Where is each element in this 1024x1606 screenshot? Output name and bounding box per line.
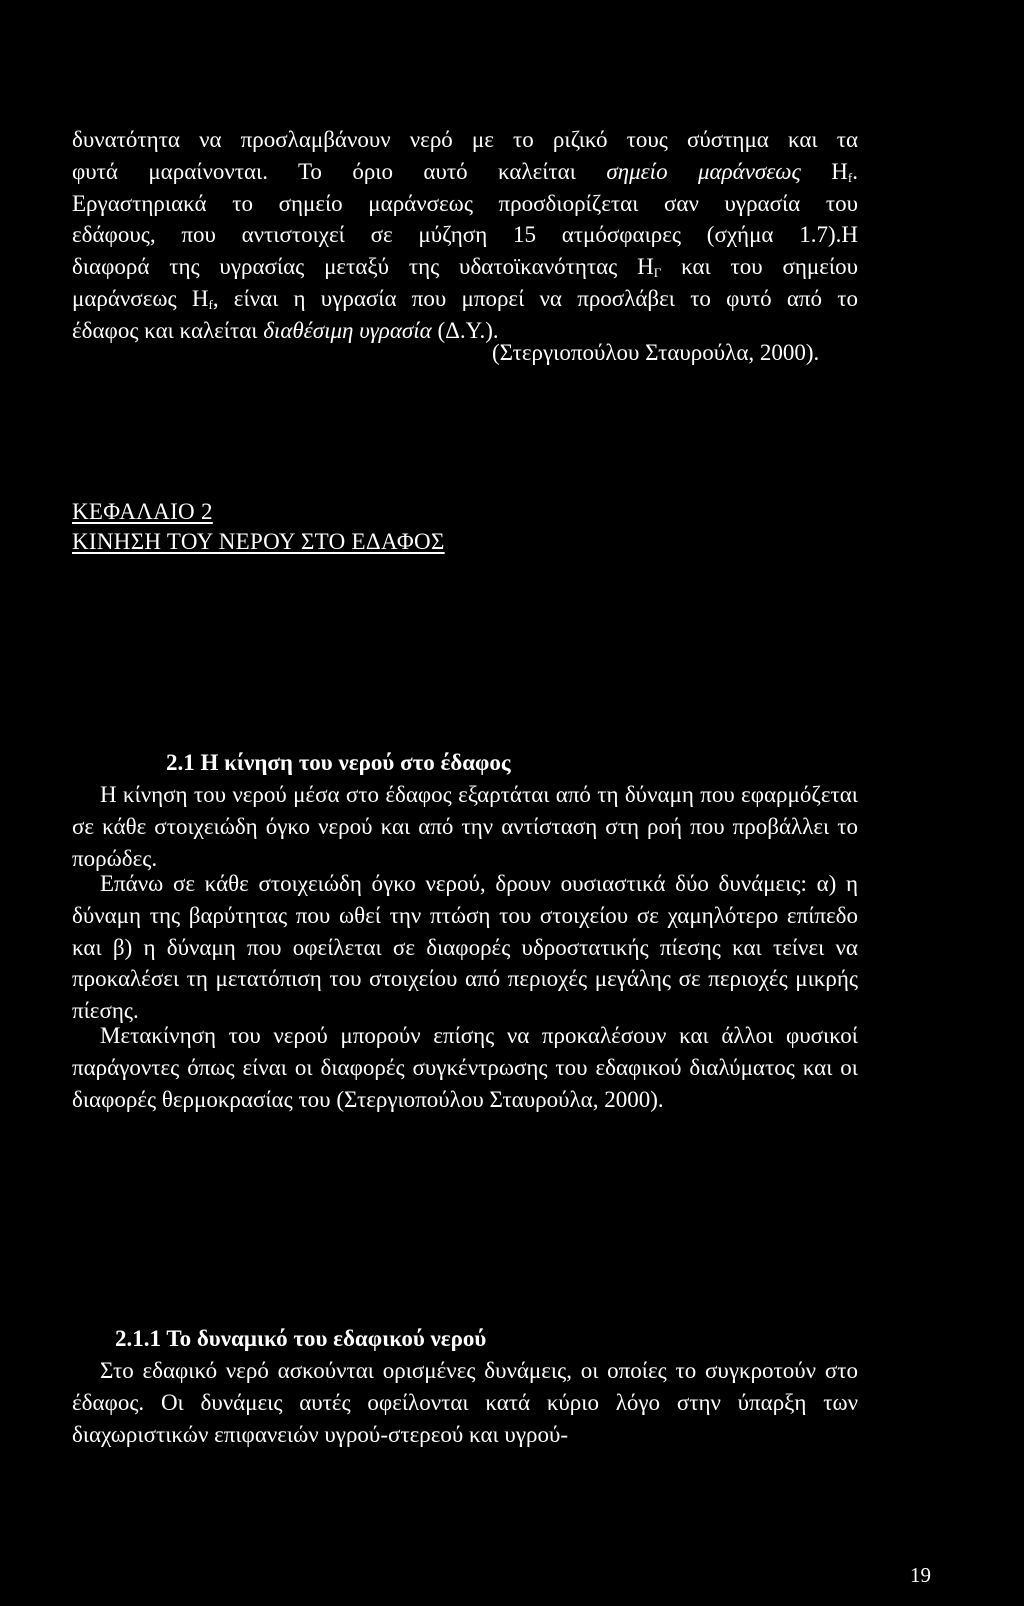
subscript: f: [208, 296, 213, 312]
text-line: [72, 283, 858, 315]
text-line: εδάφους, που αντιστοιχεί σε μύζηση 15 ατμόσφαιρες (σχήμα 1.7).Η: [72, 222, 858, 248]
section-heading-2-1: 2.1 Η κίνηση του νερού στο έδαφος: [166, 750, 511, 775]
text-span: .: [852, 158, 858, 184]
chapter-heading: [72, 497, 445, 557]
text-span: διαφορά της υγρασίας μεταξύ της υδατοϊκανότητας H: [72, 254, 654, 280]
text-span: , είναι η υγρασία που μπορεί να προσλάβει το φυτό από το: [212, 285, 858, 311]
citation: (Στεργιοπούλου Σταυρούλα, 2000).: [492, 340, 820, 365]
text-line: [72, 251, 858, 283]
text-line: δυνατότητα να προσλαμβάνουν νερό με το ριζικό τους σύστημα και τα: [72, 127, 858, 152]
text-span: (Δ.Υ.).: [431, 317, 499, 343]
chapter-label: ΚΕΦΑΛΑΙΟ 2: [72, 499, 213, 524]
text-span: και του σημείου: [661, 254, 858, 280]
page-number: 19: [910, 1563, 931, 1587]
paragraph-other-factors: Μετακίνηση του νερού μπορούν επίσης να προκαλέσουν και άλλοι φυσικοί παράγοντες όπως είναι οι διαφορές συγκέντρωσης του εδαφικού διαλύματος και οι διαφορές θερμοκρασίας του (Στεργιοπούλου Σταυρούλα, 2000).: [72, 1023, 858, 1112]
paragraph-soil-water-potential: Στο εδαφικό νερό ασκούνται ορισμένες δυνάμεις, οι οποίες το συγκροτούν στο έδαφος. Οι δυνάμεις αυτές οφείλονται κατά κύριο λόγο στην ύπαρξη των διαχωριστικών επιφανειών υγρού-στερεού και υγρού-: [72, 1358, 858, 1447]
term-wilting-point: σημείο μαράνσεως: [606, 158, 801, 184]
text-span: μαράνσεως H: [72, 285, 209, 311]
paragraph-wilting-point: [72, 124, 858, 347]
text-span: φυτά μαραίνονται. Το όριο αυτό καλείται: [72, 158, 607, 184]
paragraph-water-movement: Η κίνηση του νερού μέσα στο έδαφος εξαρτάται από τη δύναμη που εφαρμόζεται σε κάθε στοιχειώδη όγκο νερού και από την αντίσταση στη ροή που προβάλλει το πορώδες.: [72, 782, 858, 871]
paragraph-forces: Επάνω σε κάθε στοιχειώδη όγκο νερού, δρουν ουσιαστικά δύο δυνάμεις: α) η δύναμη της βαρύτητας που ωθεί την πτώση του στοιχείου σε χαμηλότερο επίπεδο και β) η δύναμη που οφείλεται σε διαφορές υδροστατικής πίεσης και τείνει να προκαλέσει τη μετατόπιση του στοιχείου από περιοχές μεγάλης σε περιοχές μικρής πίεσης.: [72, 871, 858, 1024]
text-line: Εργαστηριακά το σημείο μαράνσεως προσδιορίζεται σαν υγρασία του: [72, 190, 858, 216]
subscript: Γ: [653, 265, 662, 281]
text-span: έδαφος και καλείται: [72, 317, 264, 343]
term-available-moisture: διαθέσιμη υγρασία: [263, 317, 432, 343]
subscript: f: [847, 169, 853, 185]
text-span: H: [800, 158, 848, 184]
section-heading-2-1-1: 2.1.1 Το δυναμικό του εδαφικού νερού: [115, 1326, 487, 1351]
chapter-title: ΚΙΝΗΣΗ ΤΟΥ ΝΕΡΟΥ ΣΤΟ ΕΔΑΦΟΣ: [72, 529, 445, 554]
text-line: [72, 156, 858, 188]
